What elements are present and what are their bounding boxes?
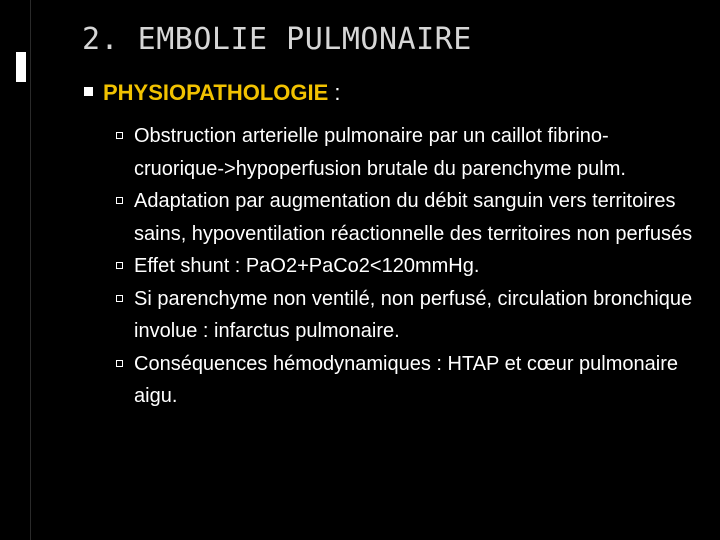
- hollow-square-bullet-icon: [116, 197, 123, 204]
- hollow-square-bullet-icon: [116, 360, 123, 367]
- bullet-list: [116, 120, 696, 413]
- slide-title: 2. EMBOLIE PULMONAIRE: [82, 22, 472, 57]
- decorative-bar: [16, 52, 26, 82]
- bullet-text: Conséquences hémodynamiques : HTAP et cœur pulmonaire aigu.: [134, 352, 678, 407]
- section-label: PHYSIOPATHOLOGIE: [103, 80, 329, 105]
- list-item: [116, 283, 696, 348]
- bullet-text: Adaptation par augmentation du débit sanguin vers territoires sains, hypoventilation réactionnelle des territoires non perfusés: [134, 190, 693, 245]
- list-item: [116, 348, 696, 413]
- hollow-square-bullet-icon: [116, 295, 123, 302]
- divider-line: [30, 0, 31, 540]
- list-item: [116, 250, 696, 283]
- list-item: [116, 185, 696, 250]
- hollow-square-bullet-icon: [116, 262, 123, 269]
- list-item: [116, 120, 696, 185]
- bullet-text: Effet shunt : PaO2+PaCo2<120mmHg.: [134, 255, 480, 277]
- hollow-square-bullet-icon: [116, 132, 123, 139]
- section-heading: [84, 80, 340, 106]
- bullet-text: Si parenchyme non ventilé, non perfusé, circulation bronchique involue : infarctus pulmonaire.: [134, 287, 693, 342]
- section-separator: :: [334, 80, 341, 105]
- square-bullet-icon: [84, 87, 93, 96]
- bullet-text: Obstruction arterielle pulmonaire par un caillot fibrino-cruorique->hypoperfusion brutale du parenchyme pulm.: [134, 125, 626, 180]
